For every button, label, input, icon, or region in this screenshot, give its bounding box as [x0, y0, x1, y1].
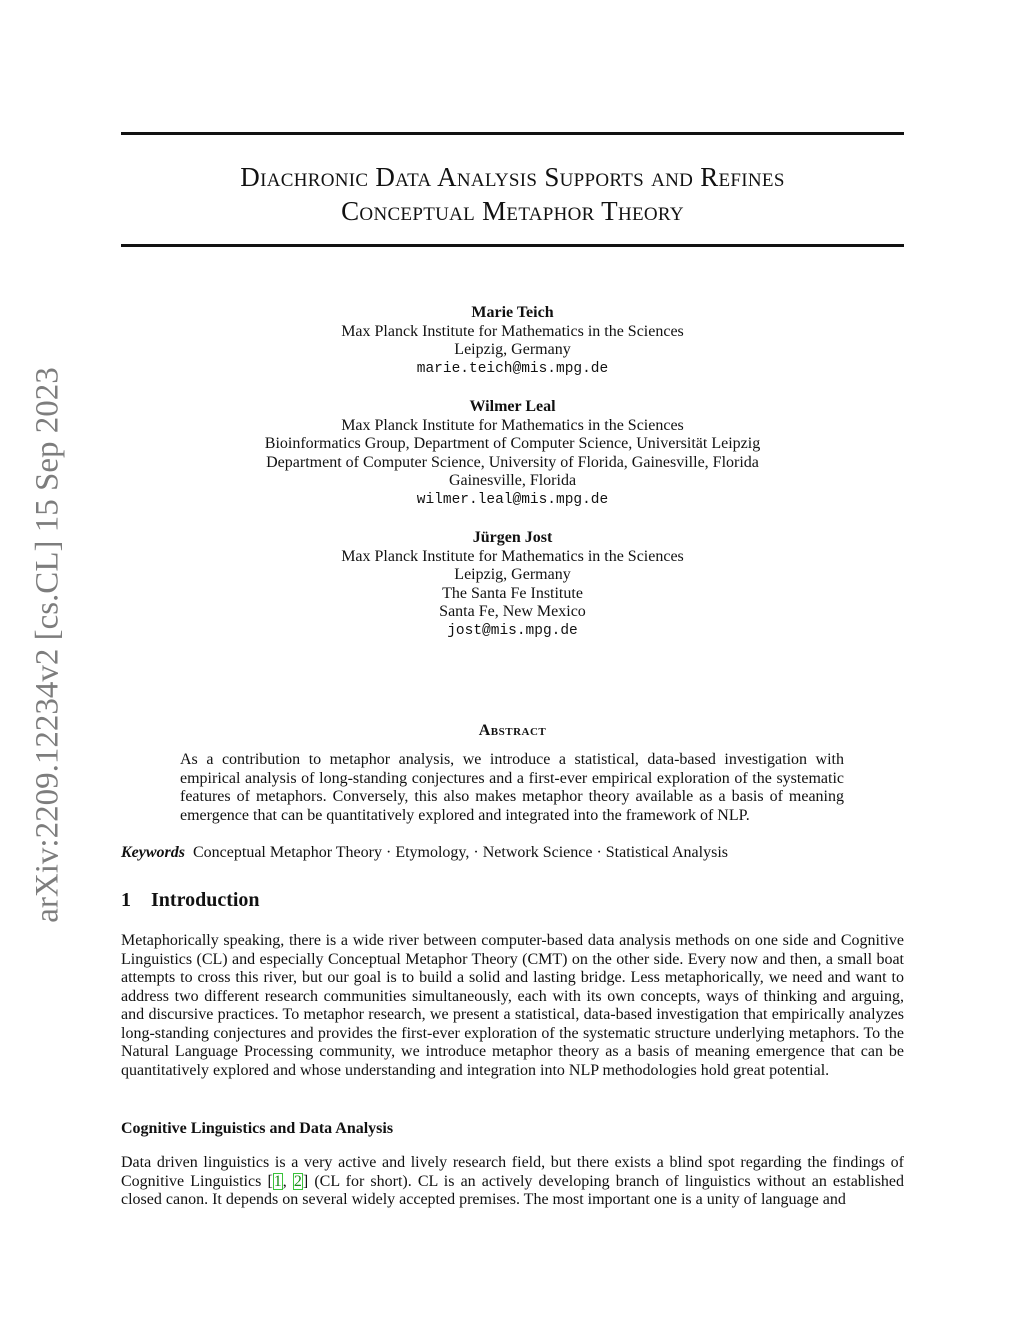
author-affiliation: Bioinformatics Group, Department of Computer Science, Universität Leipzig: [264, 435, 761, 452]
author-email[interactable]: wilmer.leal@mis.mpg.de: [416, 491, 609, 508]
subsection-heading: Cognitive Linguistics and Data Analysis: [121, 1120, 394, 1137]
author-entry: [121, 529, 904, 640]
keywords-text: Conceptual Metaphor Theory · Etymology, · Network Science · Statistical Analysis: [193, 844, 728, 861]
author-affiliation: Santa Fe, New Mexico: [439, 603, 586, 620]
author-affiliation: Max Planck Institute for Mathematics in the Sciences: [341, 416, 684, 434]
author-email[interactable]: jost@mis.mpg.de: [447, 622, 578, 639]
author-affiliation: Gainesville, Florida: [448, 472, 577, 489]
author-email[interactable]: marie.teich@mis.mpg.de: [416, 360, 609, 377]
arxiv-identifier-stamp: arXiv:2209.12234v2 [cs.CL] 15 Sep 2023: [29, 367, 66, 923]
title-line-1: Diachronic Data Analysis Supports and Refines: [240, 162, 785, 192]
author-affiliation: Department of Computer Science, University of Florida, Gainesville, Florida: [266, 453, 759, 471]
title-line-2: Conceptual Metaphor Theory: [341, 196, 684, 226]
citation-separator: ,: [282, 1172, 293, 1190]
citation-link-1[interactable]: 1: [273, 1172, 282, 1190]
paragraph-text: ] (CL for short). CL is an actively developing branch of linguistics without an established closed canon. It depends on several widely accepted premises. The most important one is a unity of language and: [121, 1172, 905, 1208]
intro-paragraph-2: [121, 1154, 904, 1210]
section-title: Introduction: [151, 889, 260, 911]
author-affiliation: Leipzig, Germany: [454, 341, 571, 358]
title-bottom-rule: [121, 244, 904, 247]
author-entry: [121, 398, 904, 509]
author-block: [121, 304, 904, 660]
keywords-line: [121, 844, 904, 862]
author-name: Wilmer Leal: [469, 398, 556, 415]
paragraph-text: Data driven linguistics is a very active and lively research field, but there exists a blind spot regarding the findings of Cognitive Linguistics [: [121, 1154, 904, 1190]
title-top-rule: [121, 132, 904, 135]
author-affiliation: Leipzig, Germany: [454, 566, 571, 583]
intro-paragraph-1: Metaphorically speaking, there is a wide river between computer-based data analysis methods on one side and Cognitive Linguistics (CL) and especially Conceptual Metaphor Theory (CMT) on the other side. Every now and then, a small boat attempts to cross this river, but our goal is to build a solid and lasting bridge. Less metaphorically, we need and want to address two different research communities simultaneously, each with its own concepts, ways of thinking and arguing, and discursive practices. To metaphor research, we present a statistical, data-based investigation that empirically analyzes long-standing conjectures and provides the first-ever exploration of the systematic structure underlying metaphors. To the Natural Language Processing community, we introduce metaphor theory as a basis of meaning emergence that can be quantitatively explored and whose understanding and integration into NLP methodologies hold great potential.: [121, 932, 904, 1079]
author-name: Jürgen Jost: [472, 529, 553, 546]
abstract-text: As a contribution to metaphor analysis, we introduce a statistical, data-based investigation with empirical analysis of long-standing conjectures and a first-ever empirical exploration of the systematic features of metaphors. Conversely, this also makes metaphor theory available as a basis of meaning emergence that can be quantitatively explored and integrated into the framework of NLP.: [180, 751, 844, 824]
author-entry: [121, 304, 904, 378]
section-number: 1: [121, 889, 131, 911]
abstract-heading: Abstract: [478, 722, 547, 739]
author-affiliation: Max Planck Institute for Mathematics in the Sciences: [341, 322, 684, 340]
author-affiliation: The Santa Fe Institute: [442, 584, 583, 602]
author-name: Marie Teich: [471, 304, 554, 321]
section-heading-introduction: [121, 889, 260, 912]
author-affiliation: Max Planck Institute for Mathematics in the Sciences: [341, 547, 684, 565]
keywords-label: Keywords: [121, 844, 185, 861]
paper-title: [121, 160, 904, 228]
citation-link-2[interactable]: 2: [293, 1172, 302, 1190]
